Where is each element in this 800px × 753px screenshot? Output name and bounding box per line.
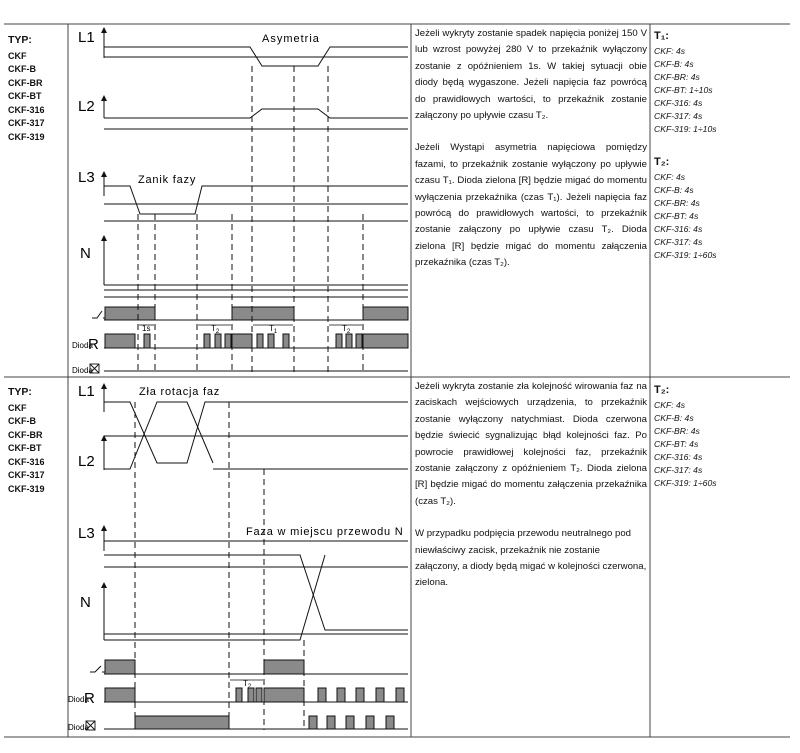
label2-l3: L3 xyxy=(78,525,95,542)
label-zanik-fazy: Zanik fazy xyxy=(138,174,197,186)
t1-item: CKF-B: 4s xyxy=(654,59,694,69)
t1-item: CKF-319: 1÷10s xyxy=(654,124,717,134)
typ-heading: TYP: xyxy=(8,34,32,46)
label-faza-n: Faza w miejscu przewodu N xyxy=(246,526,404,538)
label-1s: 1s xyxy=(142,324,151,333)
typ-model: CKF-BR xyxy=(8,77,43,88)
t1-item: CKF-BR: 4s xyxy=(654,72,700,82)
label-t1: $T_1$ xyxy=(269,324,278,335)
section2-times xyxy=(654,382,794,502)
label-l3: L3 xyxy=(78,169,95,186)
t2-item: CKF-BR: 4s xyxy=(654,426,700,436)
description-paragraph: W przypadku podpięcia przewodu neutralnego pod niewłaściwy zacisk, przekaźnik nie zostanie załączony, a diody będą migać w kolejności czerwona, zielona. xyxy=(415,528,647,589)
section1-description xyxy=(415,26,647,288)
label2-l1: L1 xyxy=(78,383,95,400)
label2-n: N xyxy=(80,594,91,611)
label-l1: L1 xyxy=(78,29,95,46)
typ-model: CKF xyxy=(8,402,27,413)
typ-model: CKF-BT xyxy=(8,91,42,101)
t2-item: CKF-B: 4s xyxy=(654,413,694,423)
t2-item: CKF-B: 4s xyxy=(654,185,694,195)
typ-model: CKF-B xyxy=(8,416,36,426)
t1-item: CKF: 4s xyxy=(654,46,686,56)
t2-item: CKF-317: 4s xyxy=(654,237,703,247)
t2-group-2 xyxy=(654,384,794,490)
label2-dioda-r: Dioda xyxy=(68,695,89,704)
section2-diode-pulses xyxy=(105,688,404,702)
t1-item: CKF-317: 4s xyxy=(654,111,703,121)
section2-description xyxy=(415,379,647,608)
section2-dashed-markers xyxy=(135,402,304,730)
typ-heading: TYP: xyxy=(8,386,32,398)
label2-dioda-x: Dioda xyxy=(68,723,89,732)
description-paragraph: Jeżeli Wystąpi asymetria napięciowa pomiędzy fazami, to przekaźnik zostanie wyłączony po upływie czasu T₁. Dioda zielona [R] będzie migać do momentu wyłączenia przekaźnika (czas T₁). Jeżeli napięcia faz powrócą do prawidłowych wartości, to przekaźnik zostanie załączony po upływie czasu T₂. Dioda zielona [R] będzie migać do momentu załączenia przekaźnika (czas T₂). xyxy=(415,142,647,269)
t2-group xyxy=(654,156,794,262)
t1-group xyxy=(654,30,794,136)
section2-diagram xyxy=(90,386,408,729)
section1-times xyxy=(654,28,794,274)
t2-item: CKF: 4s xyxy=(654,400,686,410)
typ-model: CKF-BT xyxy=(8,443,42,453)
t2-item: CKF-BR: 4s xyxy=(654,198,700,208)
label-dioda-r: Dioda xyxy=(72,341,93,350)
t1-item: CKF-BT: 1÷10s xyxy=(654,85,713,95)
t2-heading: T₂: xyxy=(654,384,670,396)
label2-r: R xyxy=(84,690,95,707)
label-asymetria: Asymetria xyxy=(262,33,320,45)
t2-item: CKF-317: 4s xyxy=(654,465,703,475)
typ-model: CKF-317 xyxy=(8,470,45,480)
t2-item: CKF: 4s xyxy=(654,172,686,182)
t2-item: CKF-316: 4s xyxy=(654,224,703,234)
typ-model: CKF-319 xyxy=(8,131,45,142)
typ-model: CKF-B xyxy=(8,64,36,74)
description-paragraph: Jeżeli wykryty zostanie spadek napięcia poniżej 150 V lub wzrost powyżej 280 V to przekaźnik wyłączony zostanie z opóźnieniem 1s. W takiej sytuacji obie diody będą wygaszone. Jeżeli napięcia faz powrócą do prawidłowych wartości, to przekaźnik zostanie załączony po upływie czasu T₂. xyxy=(415,28,647,122)
typ-model: CKF-316 xyxy=(8,456,45,467)
t2-item: CKF-BT: 4s xyxy=(654,439,699,449)
t1-heading: T₁: xyxy=(654,30,669,42)
description-paragraph: Jeżeli wykryta zostanie zła kolejność wirowania faz na zaciskach wejściowych urządzenia, to przekaźnik zostanie wyłączony natychmiast. Dioda czerwona będzie świecić sygnalizując błąd kolejności faz. Po powrocie prawidłowej kolejności faz, przekaźnik zostanie załączony z opóźnieniem T₂. Dioda zielona [R] będzie migać do momentu załączenia przekaźnika (czas T₂). xyxy=(415,381,647,507)
label2-t2: $T_2$ xyxy=(243,679,252,690)
label-l2: L2 xyxy=(78,98,95,115)
typ-list-2 xyxy=(8,386,63,496)
label-t2-b: $T_2$ xyxy=(342,324,351,335)
label-t2-a: $T_2$ xyxy=(211,324,220,335)
label-zla-rotacja: Zła rotacja faz xyxy=(139,386,221,398)
t1-item: CKF-316: 4s xyxy=(654,98,703,108)
typ-list-1 xyxy=(8,34,63,144)
section1-dashed-markers xyxy=(138,66,363,372)
typ-model: CKF-316 xyxy=(8,104,45,115)
t2-item: CKF-319: 1÷60s xyxy=(654,250,717,260)
label-r: R xyxy=(88,336,99,353)
t2-item: CKF-316: 4s xyxy=(654,452,703,462)
t2-heading: T₂: xyxy=(654,156,670,168)
t2-item: CKF-319: 1÷60s xyxy=(654,478,717,488)
typ-model: CKF-317 xyxy=(8,118,45,128)
typ-model: CKF-BR xyxy=(8,429,43,440)
typ-model: CKF-319 xyxy=(8,483,45,494)
label2-l2: L2 xyxy=(78,453,95,470)
label-n: N xyxy=(80,245,91,262)
label-dioda-x: Dioda xyxy=(72,366,93,375)
typ-model: CKF xyxy=(8,50,27,61)
t2-item: CKF-BT: 4s xyxy=(654,211,699,221)
